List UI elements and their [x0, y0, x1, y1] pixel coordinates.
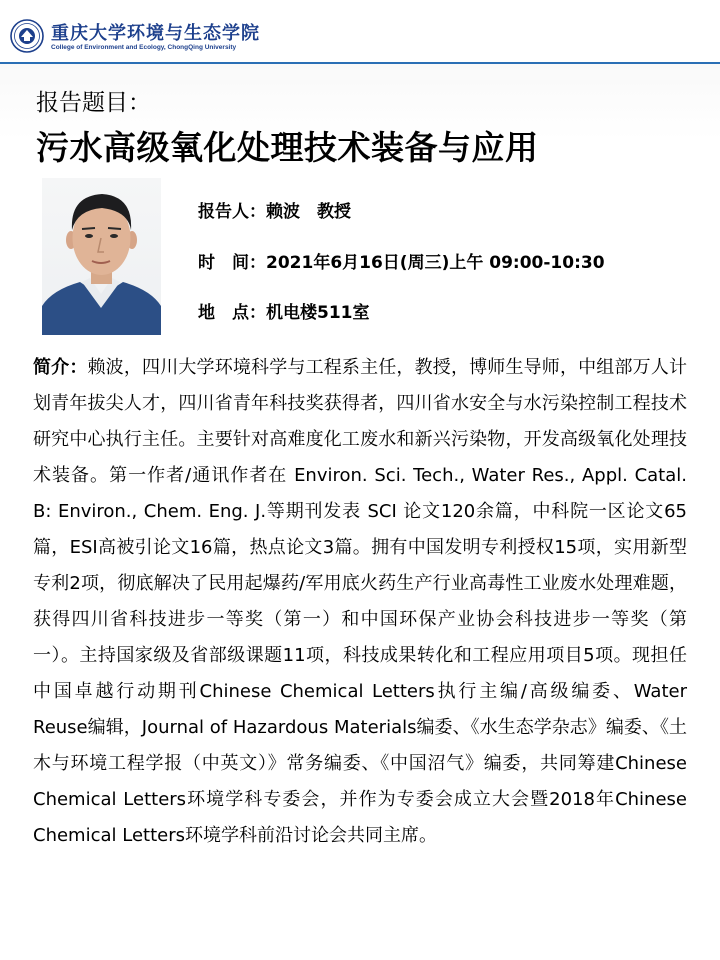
bio-text: 赖波，四川大学环境科学与工程系主任，教授，博师生导师，中组部万人计划青年拔尖人才，四川省青年科技奖获得者，四川省水安全与水污染控制工程技术研究中心执行主任。主要针对高难度化工废水和新兴污染物，开发高级氧化处理技术装备。第一作者/通讯作者在 Environ. Sci. Tech., Water Res., Appl. Catal. B: Environ., Chem. Eng. J.等期刊发表 SCI 论文120余篇，中科院一区论文65篇，ESI高被引论文16篇，热点论文3篇。拥有中国发明专利授权15项，实用新型专利2项，彻底解决了民用起爆药/军用底火药生产行业高毒性工业废水处理难题，获得四川省科技进步一等奖（第一）和中国环保产业协会科技进步一等奖（第一）。主持国家级及省部级课题11项，科技成果转化和工程应用项目5项。现担任中国卓越行动期刊Chinese Chemical Letters执行主编/高级编委、Water Reuse编辑，Journal of Hazardous Materials编委、《水生态学杂志》编委、《土木与环境工程学报（中英文）》常务编委、《中国沼气》编委，共同筹建Chinese Chemical Letters环境学科专委会，并作为专委会成立大会暨2018年Chinese Chemical Letters环境学科前沿讨论会共同主席。 — [33, 357, 687, 846]
place-line — [198, 298, 370, 323]
time-label: 时 间： — [198, 253, 266, 273]
speaker-portrait-image — [42, 178, 161, 335]
reporter-label: 报告人： — [198, 202, 266, 222]
bio-label: 简介： — [33, 357, 88, 378]
report-label: 报告题目： — [36, 90, 151, 116]
reporter-value: 赖波 教授 — [266, 202, 351, 222]
place-value: 机电楼511室 — [266, 303, 370, 323]
header-divider — [0, 62, 720, 64]
college-logo-text: 重庆大学环境与生态学院 — [51, 23, 260, 44]
place-label: 地 点： — [198, 303, 266, 323]
university-seal-icon — [10, 19, 44, 53]
bio-paragraph — [33, 350, 687, 854]
college-logo-english: College of Environment and Ecology, ChongQing University — [51, 44, 237, 51]
report-title: 污水高级氧化处理技术装备与应用 — [36, 128, 539, 167]
header-bar — [0, 0, 720, 62]
time-line — [198, 248, 605, 273]
time-value: 2021年6月16日(周三)上午 09:00-10:30 — [266, 253, 605, 273]
speaker-photo — [42, 178, 161, 335]
reporter-line — [198, 197, 351, 222]
